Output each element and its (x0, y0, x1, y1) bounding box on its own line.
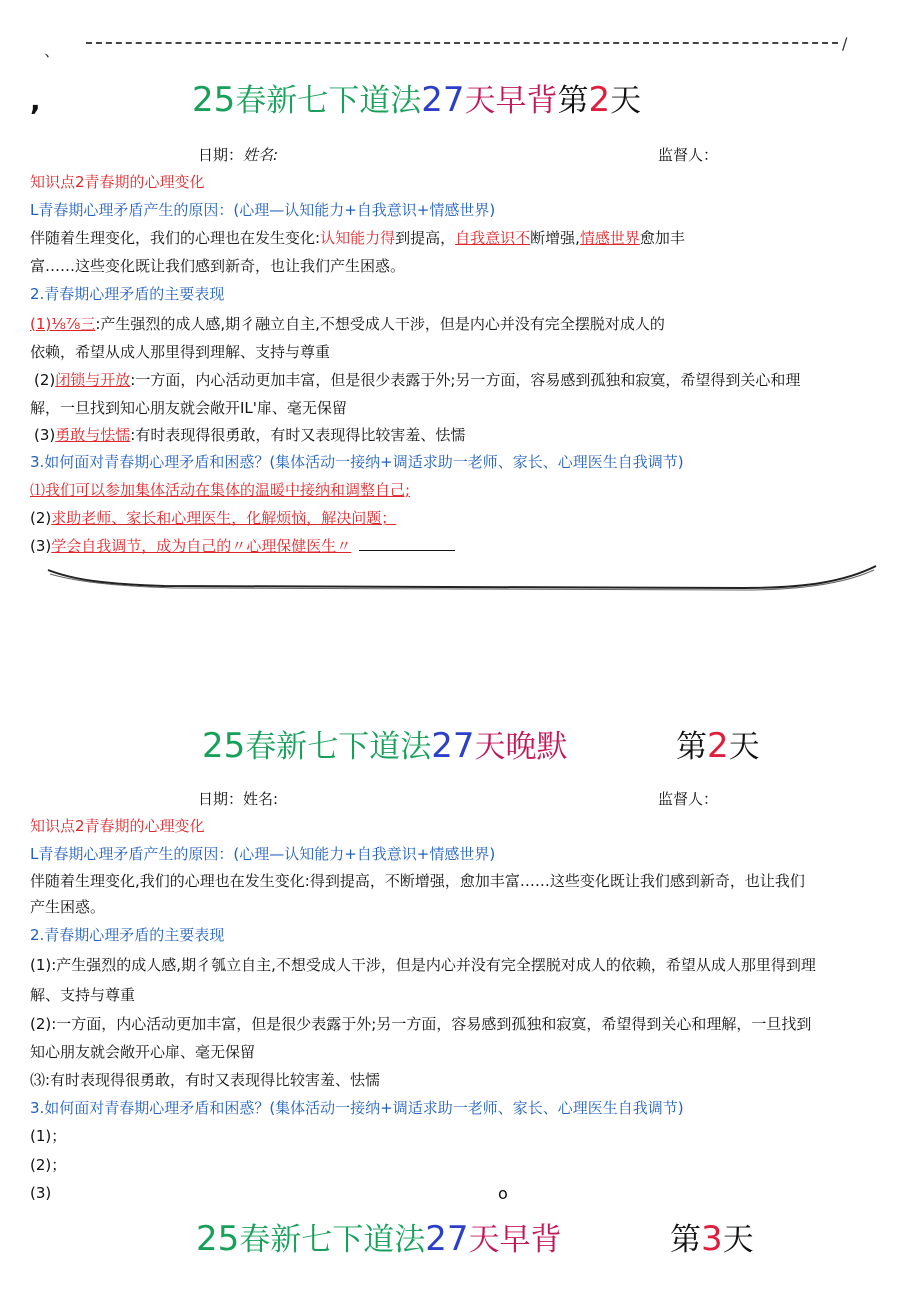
section1-line2: 富……这些变化既让我们感到新奇，也让我们产生困惑。 (30, 257, 406, 275)
section3-title: 25春新七下道法27天早背 (196, 1219, 562, 1259)
section2-end-mark: o (498, 1184, 508, 1203)
section1-question1: L青春期心理矛盾产生的原因：(心理—认知能力+自我意识+情感世界) (30, 201, 496, 219)
section2-kp-title: 知识点2青春期的心理变化 (30, 817, 205, 835)
name-label: 姓名: (243, 146, 279, 164)
section2-title: 25春新七下道法27天晚默 (202, 726, 568, 766)
section2-day-label: 第2天 (676, 726, 760, 766)
section2-question2: 2.青春期心理矛盾的主要表现 (30, 926, 225, 944)
section1-answer1: ⑴我们可以参加集体活动在集体的温暖中接纳和调整自己; (30, 481, 411, 499)
section1-point2b: 解，一旦找到知心朋友就会敞开IL'扉、毫无保留 (30, 399, 347, 417)
section1-kp-title: 知识点2青春期的心理变化 (30, 173, 205, 191)
comma-mark: , (30, 84, 41, 117)
date-label: 日期： (198, 790, 244, 808)
section2-point1b: 解、支持与尊重 (30, 986, 136, 1004)
section2-answer3-blank: (3) (30, 1184, 52, 1202)
wavy-separator (44, 560, 880, 594)
section1-title: 25春新七下道法27天早背第2天 (192, 80, 642, 120)
section1-question3: 3.如何面对青春期心理矛盾和困惑？(集体活动一接纳+调适求助一老师、家长、心理医生自我调节) (30, 453, 684, 471)
section1-answer3: (3)学会自我调节，成为自己的〃心理保健医生〃 (30, 536, 455, 556)
section1-date-name (198, 144, 278, 165)
section2-point2b: 知心朋友就会敞开心扉、毫无保留 (30, 1043, 256, 1061)
section1-point3: (3)勇敢与怯懦:有时表现得很勇敢，有时又表现得比较害羞、怯懦 (34, 426, 466, 444)
date-label: 日期： (198, 146, 244, 164)
tick-mark-right: / (842, 34, 848, 53)
section1-point1: (1)⅛⅞三:产生强烈的成人感,期彳融立自主,不想受成人干涉，但是内心并没有完全摆脱对成人的 (30, 315, 665, 333)
section2-line1: 伴随着生理变化,我们的心理也在发生变化:得到提高，不断增强，愈加丰富……这些变化既让我们感到新奇，也让我们 (30, 872, 805, 890)
answer-blank-line (359, 536, 455, 551)
section1-point1b: 依赖，希望从成人那里得到理解、支持与尊重 (30, 343, 331, 361)
section3-day-label: 第3天 (670, 1219, 754, 1259)
section1-line1: 伴随着生理变化，我们的心理也在发生变化:认知能力得到提高，自我意识不断增强,情感世界愈加丰 (30, 229, 685, 247)
section1-supervisor-label: 监督人： (658, 146, 719, 164)
section2-answer1-blank: (1)； (30, 1127, 67, 1145)
section2-point3: ⑶:有时表现得很勇敢，有时又表现得比较害羞、怯懦 (30, 1071, 381, 1089)
section2-question3: 3.如何面对青春期心理矛盾和困惑？(集体活动一接纳+调适求助一老师、家长、心理医生自我调节) (30, 1099, 684, 1117)
section2-date-name (198, 788, 278, 809)
section2-answer2-blank: (2)； (30, 1156, 67, 1174)
section2-point1: (1):产生强烈的成人感,期彳瓠立自主,不想受成人干涉，但是内心并没有完全摆脱对成人的依赖，希望从成人那里得到理 (30, 956, 816, 974)
section2-question1: L青春期心理矛盾产生的原因：(心理—认知能力+自我意识+情感世界) (30, 845, 496, 863)
section1-point2: (2)闭锁与开放:一方面，内心活动更加丰富，但是很少表露于外;另一方面，容易感到孤独和寂寞，希望得到关心和理 (34, 371, 801, 389)
section1-answer2: (2)求助老师、家长和心理医生，化解烦恼，解决问题； (30, 509, 397, 527)
section2-line2: 产生困惑。 (30, 898, 106, 916)
section2-supervisor-label: 监督人： (658, 790, 719, 808)
top-dashed-rule (86, 42, 838, 44)
section1-question2: 2.青春期心理矛盾的主要表现 (30, 285, 225, 303)
section2-point2: (2):一方面，内心活动更加丰富，但是很少表露于外;另一方面，容易感到孤独和寂寞，希望得到关心和理解，一旦找到 (30, 1015, 812, 1033)
tick-mark-left: 、 (44, 41, 61, 60)
name-label: 姓名: (243, 790, 279, 808)
